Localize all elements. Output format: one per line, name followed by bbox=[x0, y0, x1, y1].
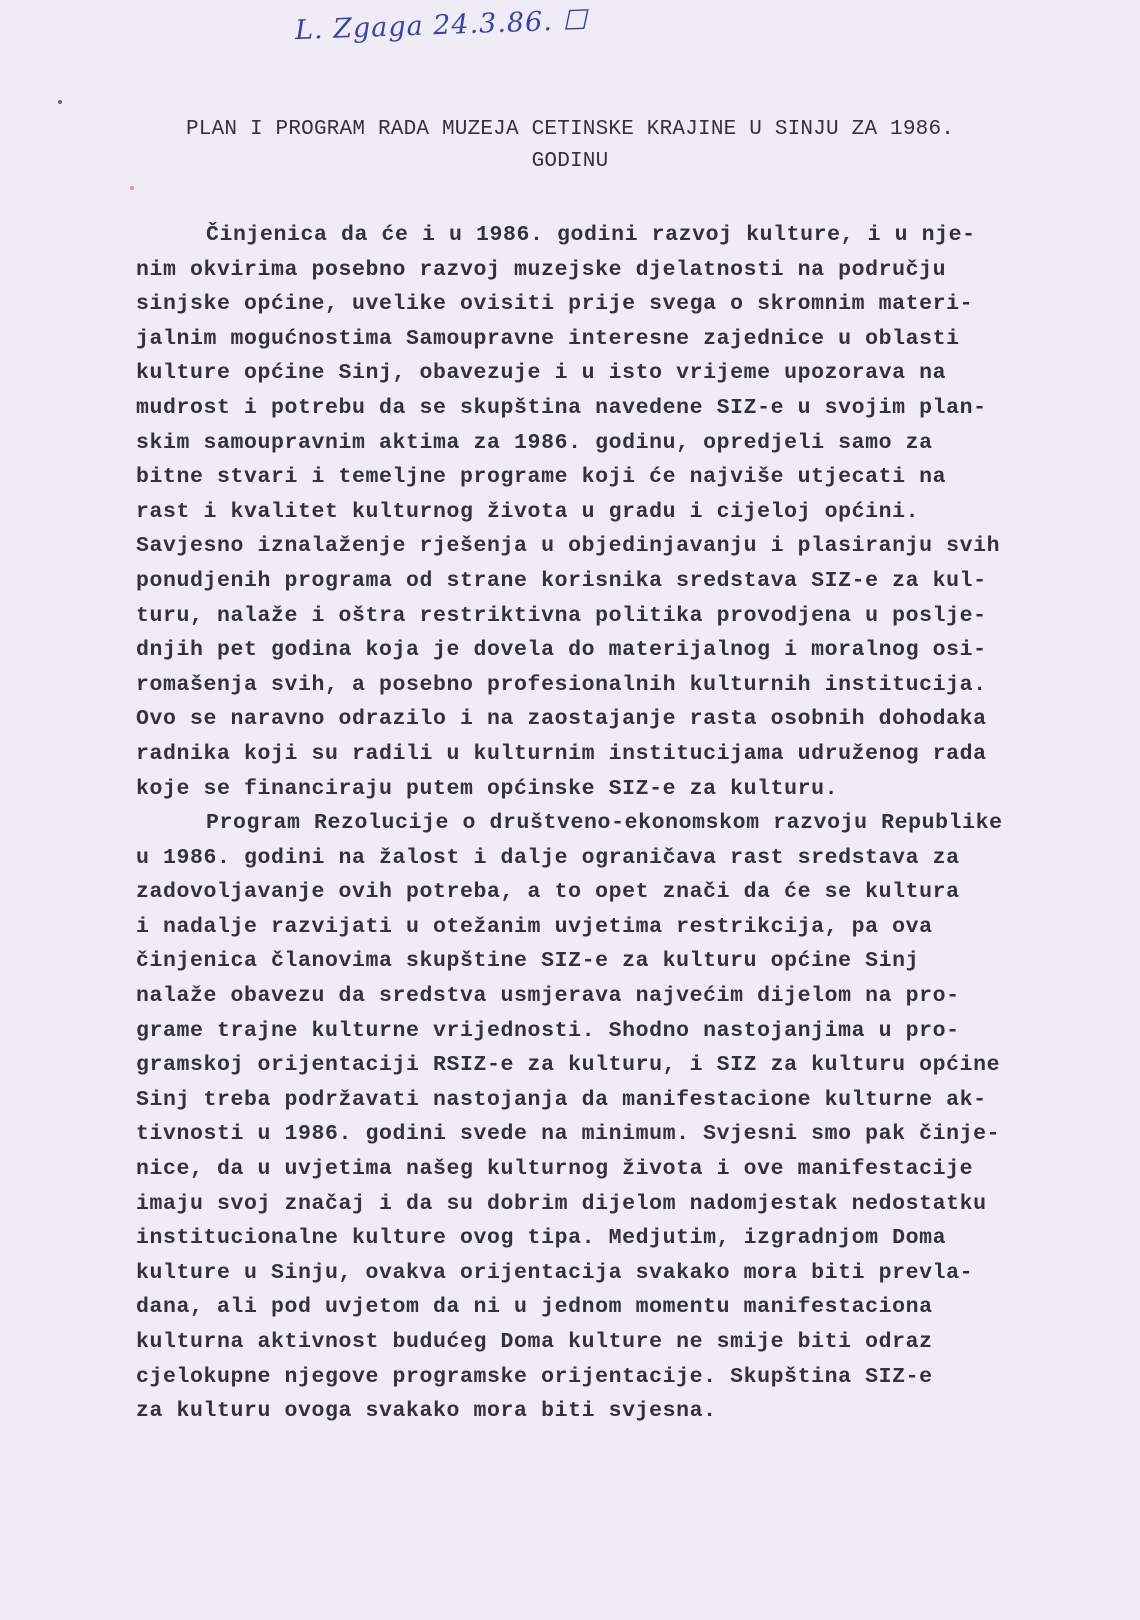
text-line: turu, nalaže i oštra restriktivna politika provodjena u poslje- bbox=[136, 603, 987, 628]
text-line: imaju svoj značaj i da su dobrim dijelom nadomjestak nedostatku bbox=[136, 1191, 987, 1216]
text-line: dnjih pet godina koja je dovela do materijalnog i moralnog osi- bbox=[136, 638, 987, 663]
text-line: dana, ali pod uvjetom da ni u jednom momentu manifestaciona bbox=[136, 1295, 933, 1320]
text-line: rast i kvalitet kulturnog života u gradu i cijeloj općini. bbox=[136, 499, 920, 524]
paper-speck bbox=[130, 186, 134, 190]
document-title-line-1: PLAN I PROGRAM RADA MUZEJA CETINSKE KRAJINE U SINJU ZA 1986. bbox=[185, 118, 955, 141]
text-line: kulturna aktivnost budućeg Doma kulture ne smije biti odraz bbox=[136, 1330, 933, 1354]
text-line: u 1986. godini na žalost i dalje ograničava rast sredstava za bbox=[136, 845, 960, 870]
text-line: Ovo se naravno odrazilo i na zaostajanje rasta osobnih dohodaka bbox=[136, 707, 987, 732]
text-line: ponudjenih programa od strane korisnika sredstava SIZ-e za kul- bbox=[136, 568, 987, 593]
text-line: zadovoljavanje ovih potreba, a to opet znači da će se kultura bbox=[136, 880, 960, 905]
text-line: gramskoj orijentaciji RSIZ-e za kulturu, i SIZ za kulturu općine bbox=[136, 1053, 1001, 1078]
text-line: tivnosti u 1986. godini svede na minimum. Svjesni smo pak činje- bbox=[136, 1122, 1001, 1147]
text-line: Savjesno iznalaženje rješenja u objedinjavanju i plasiranju svih bbox=[136, 534, 1001, 559]
text-line: skim samoupravnim aktima za 1986. godinu, opredjeli samo za bbox=[136, 430, 933, 455]
paper-speck bbox=[58, 100, 62, 104]
text-line: činjenica članovima skupštine SIZ-e za kulturu općine Sinj bbox=[136, 949, 920, 974]
text-line: Činjenica da će i u 1986. godini razvoj kulture, i u nje- bbox=[206, 223, 976, 247]
text-line: za kulturu ovoga svakako mora biti svjesna. bbox=[136, 1399, 717, 1424]
document-body bbox=[136, 218, 1003, 1429]
text-line: kulture općine Sinj, obavezuje i u isto vrijeme upozorava na bbox=[136, 361, 947, 386]
text-line: romašenja svih, a posebno profesionalnih kulturnih institucija. bbox=[136, 672, 987, 697]
text-line: bitne stvari i temeljne programe koji će najviše utjecati na bbox=[136, 465, 947, 490]
text-line: radnika koji su radili u kulturnim institucijama udruženog rada bbox=[136, 741, 987, 766]
text-line: Program Rezolucije o društveno-ekonomskom razvoju Republike bbox=[206, 811, 1003, 836]
text-line: sinjske općine, uvelike ovisiti prije svega o skromnim materi- bbox=[136, 292, 974, 317]
text-line: nice, da u uvjetima našeg kulturnog života i ove manifestacije bbox=[136, 1157, 974, 1182]
handwritten-annotation: L. Zgaga 24.3.86. ☐ bbox=[294, 4, 589, 47]
text-line: cjelokupne njegove programske orijentacije. Skupština SIZ-e bbox=[136, 1364, 933, 1389]
text-line: koje se financiraju putem općinske SIZ-e za kulturu. bbox=[136, 776, 839, 801]
text-line: mudrost i potrebu da se skupština navedene SIZ-e u svojim plan- bbox=[136, 395, 987, 420]
text-line: grame trajne kulturne vrijednosti. Shodno nastojanjima u pro- bbox=[136, 1018, 960, 1043]
text-line: kulture u Sinju, ovakva orijentacija svakako mora biti prevla- bbox=[136, 1260, 974, 1285]
document-title-line-2: GODINU bbox=[531, 150, 609, 173]
text-line: institucionalne kulture ovog tipa. Medjutim, izgradnjom Doma bbox=[136, 1226, 947, 1251]
text-line: nim okvirima posebno razvoj muzejske djelatnosti na području bbox=[136, 257, 947, 282]
text-line: jalnim mogućnostima Samoupravne interesne zajednice u oblasti bbox=[136, 326, 960, 351]
text-line: Sinj treba podržavati nastojanja da manifestacione kulturne ak- bbox=[136, 1087, 987, 1112]
text-line: nalaže obavezu da sredstva usmjerava najvećim dijelom na pro- bbox=[136, 984, 960, 1009]
text-line: i nadalje razvijati u otežanim uvjetima restrikcija, pa ova bbox=[136, 914, 933, 939]
